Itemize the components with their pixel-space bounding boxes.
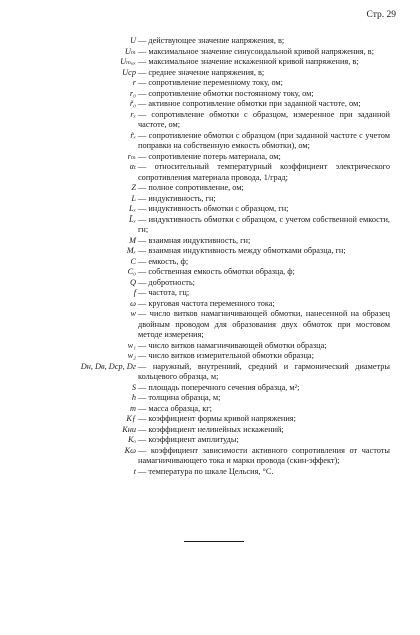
definition-text: — максимальное значение синусоидальной кривой напряжения, в; <box>138 46 374 56</box>
definition-text: — взаимная индуктивность между обмотками образца, гн; <box>138 246 346 255</box>
definition-text: — температура по шкале Цельсия, °C. <box>138 466 274 476</box>
definition-text: — емкость, ф; <box>138 256 189 266</box>
definition-row <box>60 110 390 131</box>
definition-symbol: αₜ <box>129 162 136 171</box>
definition-symbol: r̃ₓ <box>130 130 136 140</box>
definition-symbol: Uₘ <box>124 46 136 56</box>
definition-row <box>60 183 390 194</box>
definition-row <box>60 404 390 415</box>
definition-symbol: C <box>130 256 136 266</box>
definition-text: — сопротивление обмотки с образцом, измеренное при заданной частоте, ом; <box>138 109 390 129</box>
definition-row <box>60 383 390 394</box>
definition-row <box>60 309 390 341</box>
definition-symbol: t <box>133 466 136 476</box>
definition-text: — число витков намагничивающей обмотки образца; <box>138 340 327 350</box>
definition-symbol: C₀ <box>127 267 136 276</box>
definition-row <box>60 78 390 89</box>
definition-text: — взаимная индуктивность, гн; <box>138 235 251 245</box>
definition-text: — круговая частота переменного тока; <box>138 298 275 308</box>
definition-text: — коэффициент формы кривой напряжения; <box>138 414 296 423</box>
definition-symbol: r <box>132 78 136 87</box>
definition-symbol: w₁ <box>127 340 136 350</box>
definition-symbol: Z <box>131 183 136 192</box>
definition-row <box>60 299 390 310</box>
definition-text: — наружный, внутренний, средний и гармонический диаметры кольцевого образца, м; <box>138 361 390 381</box>
definition-symbol: ω <box>130 298 136 308</box>
definition-symbol: rₓ <box>130 109 136 119</box>
definition-text: — коэффициент амплитуды; <box>138 435 239 444</box>
definition-row <box>60 131 390 152</box>
definition-row <box>60 267 390 278</box>
definition-row <box>60 36 390 47</box>
definition-row <box>60 446 390 467</box>
definition-symbol: m <box>130 403 136 413</box>
definition-symbol: w <box>130 309 136 318</box>
definition-row <box>60 215 390 236</box>
definition-symbol: w₂ <box>127 351 136 360</box>
definition-symbol: Kω <box>124 445 136 455</box>
definition-text: — площадь поперечного сечения образца, м²; <box>138 382 300 392</box>
definition-row <box>60 278 390 289</box>
definition-text: — среднее значение напряжения, в; <box>138 67 265 77</box>
definition-text: — толщина образца, м; <box>138 393 221 402</box>
definition-symbol: S <box>131 382 136 392</box>
definition-row <box>60 414 390 425</box>
definition-row <box>60 236 390 247</box>
definition-symbol: r₀ <box>129 88 136 98</box>
definition-symbol: Lₓ <box>129 204 136 213</box>
definitions-list <box>60 36 390 477</box>
definition-text: — сопротивление переменному току, ом; <box>138 78 283 87</box>
definition-row <box>60 152 390 163</box>
definition-text: — масса образца, кг; <box>138 403 212 413</box>
definition-row <box>60 351 390 362</box>
definition-symbol: Dн, Dв, Dср, Dг <box>80 361 136 371</box>
definition-row <box>60 393 390 404</box>
definition-text: — максимальное значение искаженной кривой напряжения, в; <box>138 57 359 66</box>
definition-text: — активное сопротивление обмотки при заданной частоте, ом; <box>138 99 361 108</box>
definition-row <box>60 341 390 352</box>
definition-symbol: Kƒ <box>126 414 136 423</box>
definition-symbol: Uₘₐₓ <box>120 57 136 66</box>
definition-row <box>60 89 390 100</box>
definition-text: — полное сопротивление, ом; <box>138 183 244 192</box>
definition-row <box>60 246 390 257</box>
definition-symbol: h <box>131 393 136 402</box>
definition-text: — сопротивление потерь материала, ом; <box>138 151 281 161</box>
definition-text: — собственная емкость обмотки образца, ф; <box>138 267 295 276</box>
definition-text: — сопротивление обмотки постоянному току, ом; <box>138 88 314 98</box>
definition-text: — сопротивление обмотки с образцом (при заданной частоте с учетом поправки на собственную емкость обмотки), ом; <box>138 130 390 150</box>
definition-symbol: Kни <box>122 424 136 434</box>
definition-text: — число витков измерительной обмотки образца; <box>138 351 314 360</box>
definition-text: — действующее значение напряжения, в; <box>138 36 285 45</box>
end-rule <box>184 541 244 542</box>
definition-symbol: rₘ <box>127 151 136 161</box>
definition-text: — индуктивность, гн; <box>138 193 216 203</box>
definition-text: — число витков намагничивающей обмотки, нанесенной на образец двойным проводом для образования двух обмоток при мостовом методе измерения; <box>138 309 390 339</box>
definition-symbol: L <box>131 193 136 203</box>
definition-symbol: L̃ₓ <box>129 214 136 224</box>
definition-text: — индуктивность обмотки с образцом, с учетом собственной емкости, гн; <box>138 214 390 234</box>
definition-row <box>60 99 390 110</box>
definition-row <box>60 257 390 268</box>
definition-row <box>60 162 390 183</box>
definition-row <box>60 68 390 79</box>
definition-symbol: Kₐ <box>128 435 136 444</box>
definition-text: — относительный температурный коэффициент электрического сопротивления материала провода, 1/град; <box>138 162 390 182</box>
definition-row <box>60 57 390 68</box>
definition-row <box>60 435 390 446</box>
definition-row <box>60 425 390 436</box>
definition-text: — индуктивность обмотки с образцом, гн; <box>138 204 289 213</box>
definition-symbol: Uср <box>122 67 136 77</box>
definition-row <box>60 47 390 58</box>
definition-text: — коэффициент зависимости активного сопротивления от частоты намагничивающего тока и марки провода (скин-эффект); <box>138 445 390 465</box>
definition-symbol: Q <box>130 277 136 287</box>
definition-row <box>60 194 390 205</box>
page-header: Стр. 29 <box>366 10 396 20</box>
definition-row <box>60 362 390 383</box>
definition-symbol: M <box>129 235 136 245</box>
definition-text: — добротность; <box>138 277 195 287</box>
definition-symbol: Mₓ <box>126 246 136 255</box>
definition-symbol: r̃₀ <box>129 99 136 108</box>
definition-row <box>60 467 390 478</box>
definition-symbol: U <box>130 36 136 45</box>
definition-text: — частота, гц; <box>138 288 190 297</box>
definition-row <box>60 204 390 215</box>
definition-symbol: f <box>133 288 136 297</box>
definition-row <box>60 288 390 299</box>
definition-text: — коэффициент нелинейных искажений; <box>138 424 284 434</box>
